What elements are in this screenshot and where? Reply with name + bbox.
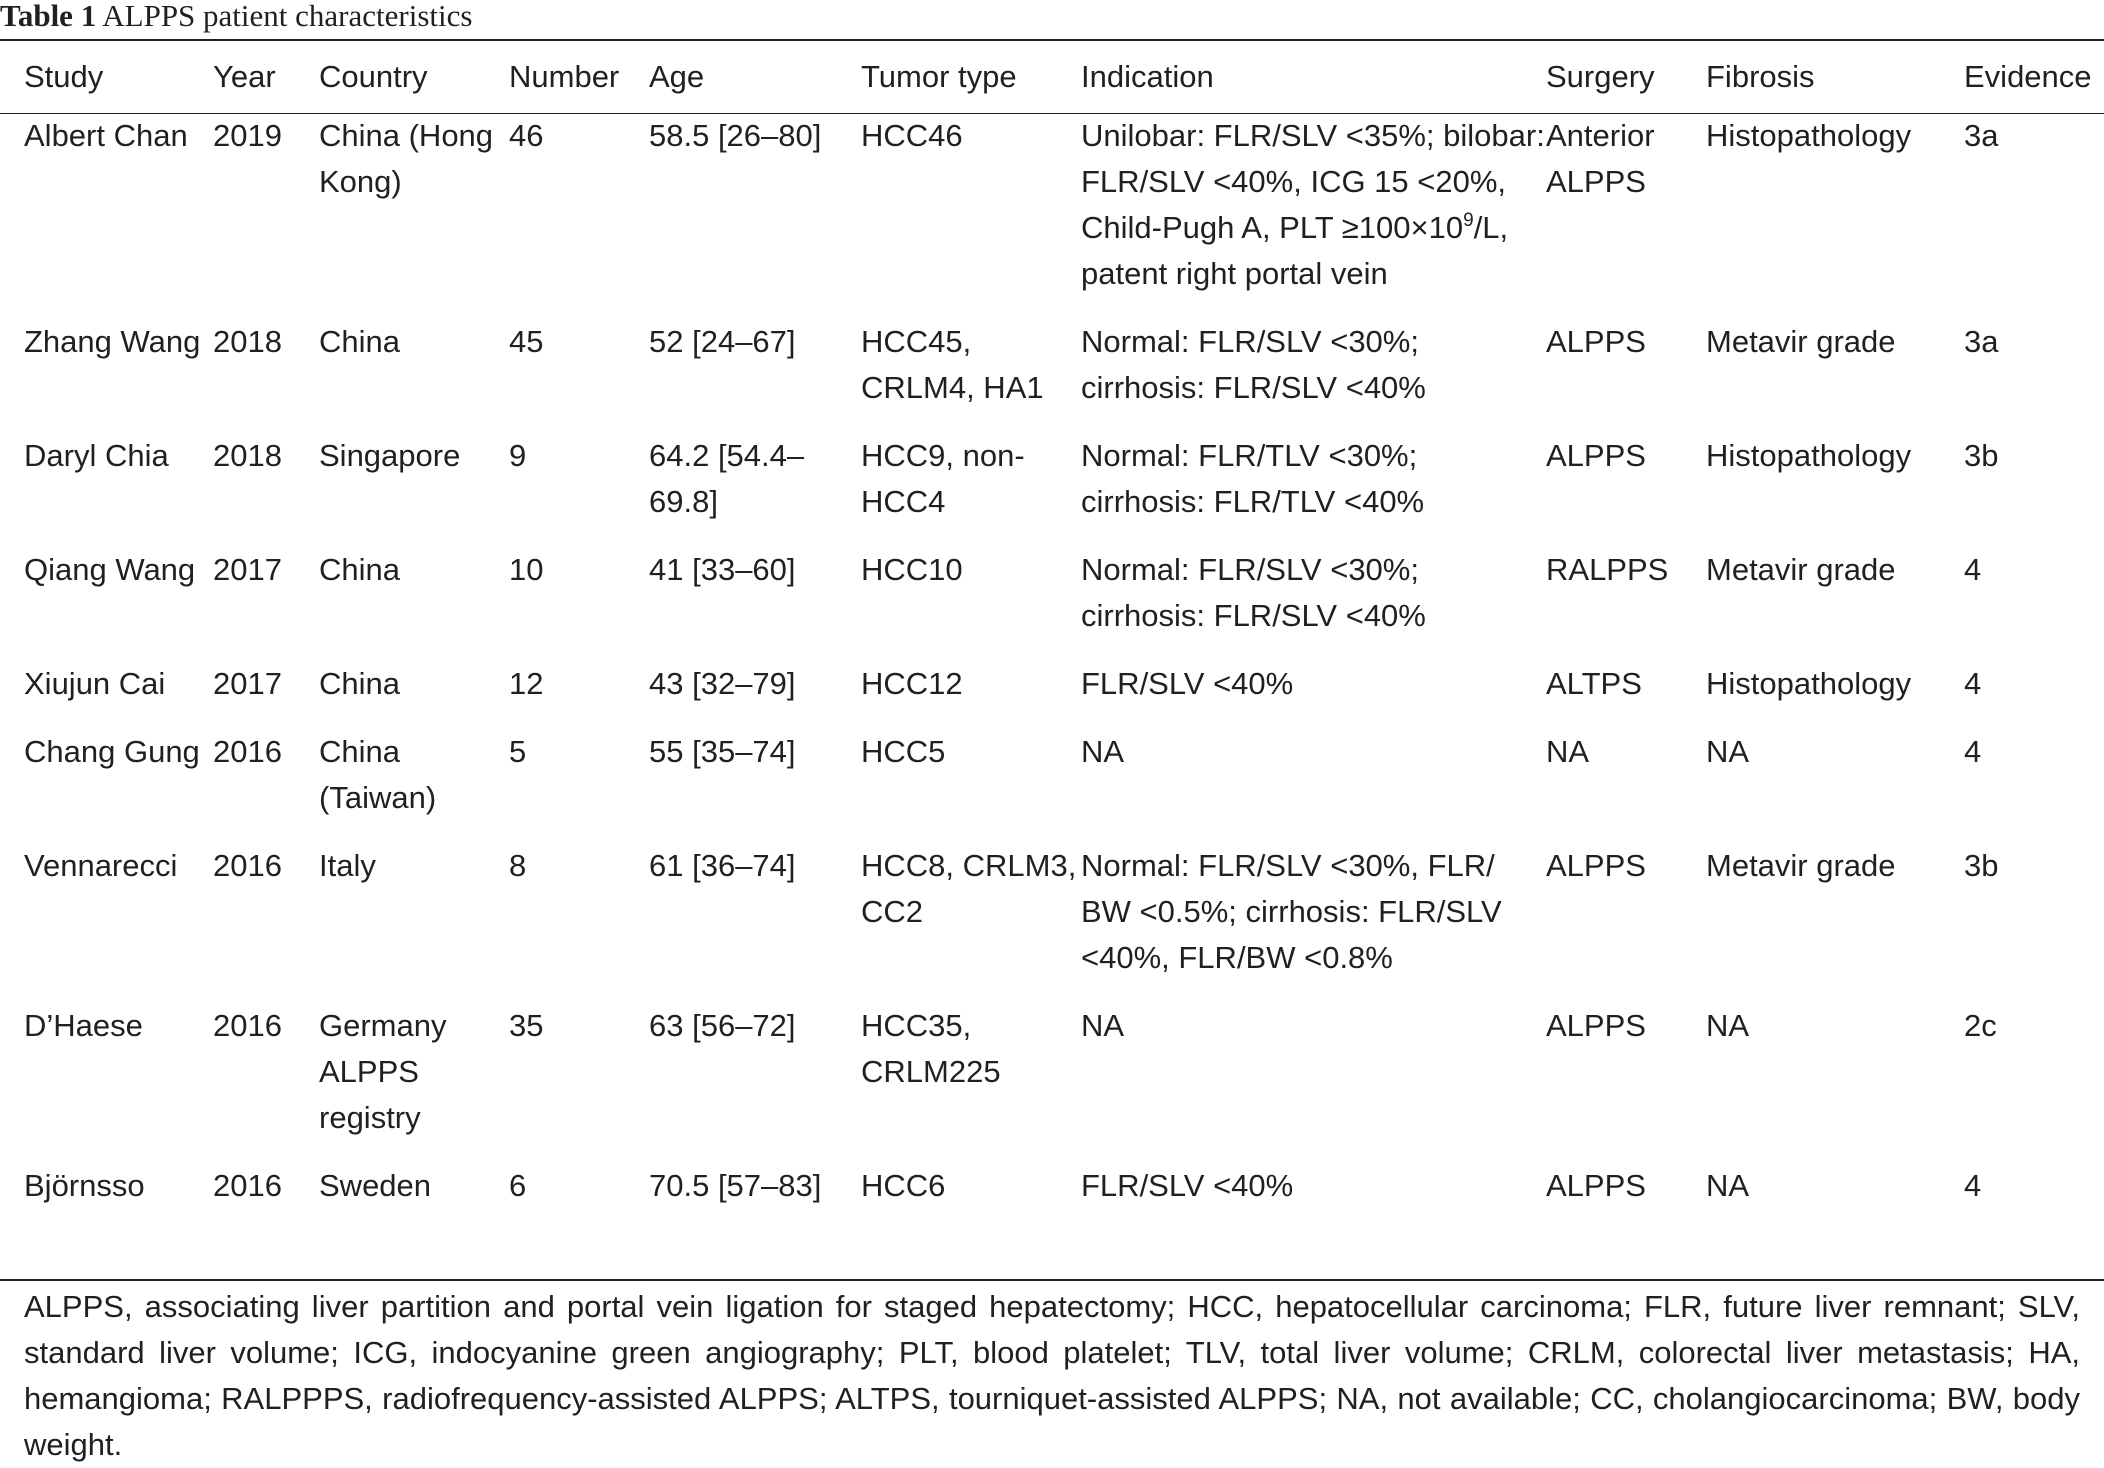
column-header-study: Study [24,59,104,94]
table-header-row [0,43,2104,111]
cell-number: 9 [509,438,527,473]
cell-fibrosis: Histopathology [1706,438,1912,473]
cell-fibrosis: Metavir grade [1706,324,1896,359]
cell-indication: Normal: FLR/SLV <30%, FLR/ BW <0.5%; cirrhosis: FLR/SLV <40%, FLR/BW <0.8% [1081,848,1502,975]
cell-study: D’Haese [24,1008,143,1043]
column-header-year: Year [213,59,276,94]
cell-evidence: 3a [1964,324,1999,359]
cell-number: 35 [509,1008,544,1043]
cell-age: 55 [35–74] [649,734,796,769]
column-header-age: Age [649,59,705,94]
column-header-evidence: Evidence [1964,59,2092,94]
cell-year: 2019 [213,118,282,153]
cell-year: 2018 [213,438,282,473]
column-header-fibrosis: Fibrosis [1706,59,1815,94]
table-row [0,545,2104,659]
cell-surgery: RALPPS [1546,552,1669,587]
cell-evidence: 4 [1964,666,1982,701]
cell-fibrosis: Histopathology [1706,666,1912,701]
table-row [0,1001,2104,1161]
cell-tumor-type: HCC5 [861,734,946,769]
cell-country: China [319,666,400,701]
indication-text: Unilobar: FLR/SLV <35%; bilobar: FLR/SLV <40%, ICG 15 <20%, Child-Pugh A, PLT ≥100×10 [1081,118,1545,245]
cell-age: 70.5 [57–83] [649,1168,822,1203]
cell-surgery: ALPPS [1546,848,1646,883]
cell-number: 6 [509,1168,527,1203]
column-header-tumor-type: Tumor type [861,59,1017,94]
cell-surgery: Anterior ALPPS [1546,118,1655,199]
cell-indication: FLR/SLV <40% [1081,1168,1294,1203]
cell-number: 5 [509,734,527,769]
table-caption-title: ALPPS patient characteristics [102,0,473,33]
cell-indication: Normal: FLR/SLV <30%; cirrhosis: FLR/SLV <40% [1081,324,1426,405]
cell-indication: FLR/SLV <40% [1081,666,1294,701]
indication-text-continued: /L, patent right portal vein [1081,210,1509,291]
column-header-indication: Indication [1081,59,1214,94]
cell-fibrosis: NA [1706,1008,1750,1043]
cell-study: Vennarecci [24,848,178,883]
cell-tumor-type: HCC10 [861,552,963,587]
table-row [0,841,2104,1001]
cell-age: 41 [33–60] [649,552,796,587]
superscript-exponent: 9 [1463,210,1474,231]
cell-year: 2017 [213,552,282,587]
cell-study: Zhang Wang [24,324,201,359]
cell-indication: NA [1081,734,1125,769]
cell-year: 2017 [213,666,282,701]
cell-study: Xiujun Cai [24,666,166,701]
cell-evidence: 4 [1964,734,1982,769]
cell-study: Björnsso [24,1168,145,1203]
cell-number: 46 [509,118,544,153]
cell-indication: Normal: FLR/TLV <30%; cirrhosis: FLR/TLV <40% [1081,438,1425,519]
cell-indication [1081,111,1546,317]
cell-fibrosis: Histopathology [1706,118,1912,153]
cell-tumor-type: HCC35, CRLM225 [861,1008,1001,1089]
cell-surgery: ALPPS [1546,324,1646,359]
cell-year: 2016 [213,848,282,883]
table-caption-label: Table 1 [0,0,97,33]
cell-evidence: 4 [1964,552,1982,587]
cell-number: 8 [509,848,527,883]
cell-fibrosis: Metavir grade [1706,848,1896,883]
cell-evidence: 3a [1964,118,1999,153]
cell-year: 2016 [213,734,282,769]
cell-tumor-type: HCC9, non-HCC4 [861,438,1025,519]
table-top-rule [0,39,2104,41]
cell-tumor-type: HCC12 [861,666,963,701]
cell-surgery: ALPPS [1546,1168,1646,1203]
cell-fibrosis: NA [1706,734,1750,769]
table-row [0,1161,2104,1229]
cell-surgery: ALPPS [1546,438,1646,473]
cell-country: Singapore [319,438,461,473]
table-footnote: ALPPS, associating liver partition and portal vein ligation for staged hepatectomy; HCC, hepatocellular carcinoma; FLR, future liver remnant; SLV, standard liver volume; ICG, indocyanine green angiography; PLT, blood platelet; TLV, total liver volume; CRLM, colorectal liver metastasis; HA, hemangioma; RALPPPS, radiofrequency-assisted ALPPS; ALTPS, tourniquet-assisted ALPPS; NA, not available; CC, cholangiocarcinoma; BW, body weight. [24,1289,2080,1462]
cell-country: Italy [319,848,376,883]
cell-study: Qiang Wang [24,552,196,587]
patient-characteristics-table [0,43,2104,1229]
table-row [0,431,2104,545]
column-header-surgery: Surgery [1546,59,1655,94]
cell-age: 63 [56–72] [649,1008,796,1043]
cell-country: China [319,552,400,587]
cell-year: 2016 [213,1168,282,1203]
cell-country: China [319,324,400,359]
cell-number: 12 [509,666,544,701]
table-row [0,317,2104,431]
cell-study: Daryl Chia [24,438,169,473]
cell-age: 58.5 [26–80] [649,118,822,153]
cell-number: 10 [509,552,544,587]
cell-evidence: 4 [1964,1168,1982,1203]
cell-surgery: NA [1546,734,1590,769]
cell-fibrosis: Metavir grade [1706,552,1896,587]
table-row [0,727,2104,841]
cell-age: 43 [32–79] [649,666,796,701]
cell-indication: Normal: FLR/SLV <30%; cirrhosis: FLR/SLV <40% [1081,552,1426,633]
table-bottom-rule [0,1279,2104,1281]
cell-country: China (Hong Kong) [319,118,494,199]
table-caption [0,0,472,34]
cell-fibrosis: NA [1706,1168,1750,1203]
cell-country: China (Taiwan) [319,734,437,815]
cell-country: Germany ALPPS registry [319,1008,447,1135]
cell-tumor-type: HCC6 [861,1168,946,1203]
table-row [0,111,2104,317]
cell-study: Albert Chan [24,118,188,153]
cell-evidence: 3b [1964,848,1999,883]
cell-country: Sweden [319,1168,432,1203]
cell-age: 52 [24–67] [649,324,796,359]
cell-tumor-type: HCC46 [861,118,963,153]
column-header-number: Number [509,59,620,94]
cell-indication: NA [1081,1008,1125,1043]
cell-evidence: 2c [1964,1008,1997,1043]
cell-surgery: ALTPS [1546,666,1642,701]
cell-surgery: ALPPS [1546,1008,1646,1043]
column-header-country: Country [319,59,428,94]
cell-tumor-type: HCC8, CRLM3, CC2 [861,848,1077,929]
cell-age: 64.2 [54.4–69.8] [649,438,805,519]
cell-year: 2018 [213,324,282,359]
table-row [0,659,2104,727]
cell-tumor-type: HCC45, CRLM4, HA1 [861,324,1044,405]
cell-study: Chang Gung [24,734,200,769]
cell-evidence: 3b [1964,438,1999,473]
cell-age: 61 [36–74] [649,848,796,883]
cell-number: 45 [509,324,544,359]
cell-year: 2016 [213,1008,282,1043]
